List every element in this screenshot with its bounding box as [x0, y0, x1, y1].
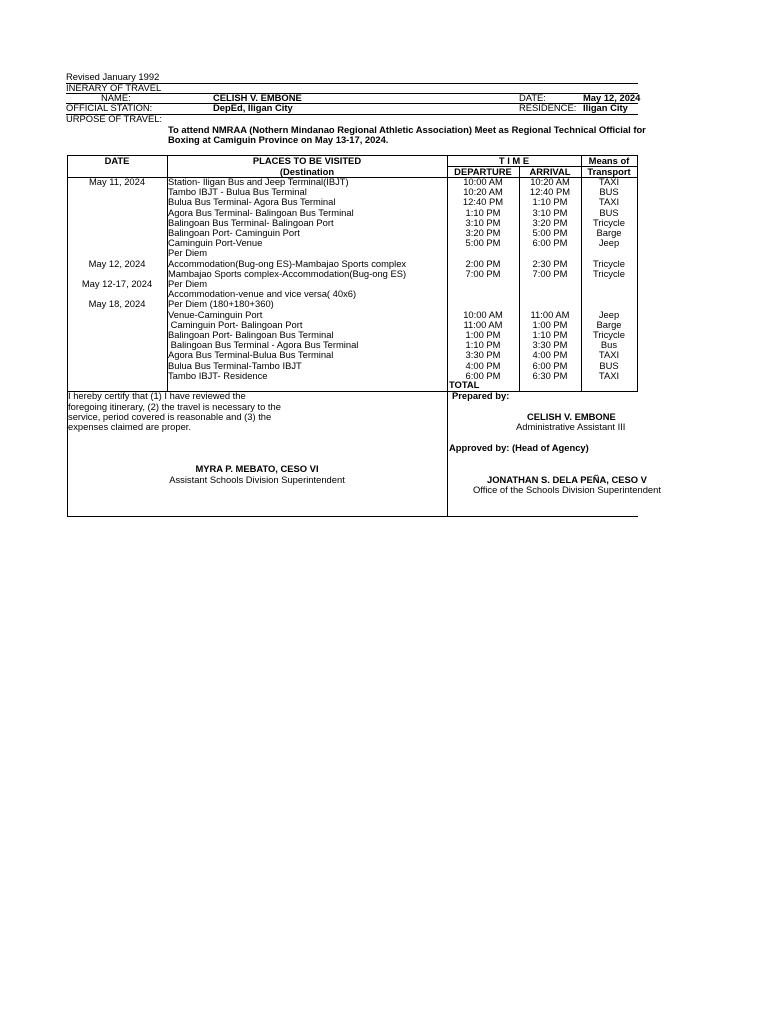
row-arrival: 6:30 PM — [532, 369, 568, 381]
row-arrival: 6:00 PM — [532, 359, 568, 371]
row-departure: 5:00 PM — [465, 237, 501, 249]
preparer-name: CELISH V. EMBONE — [527, 411, 616, 422]
station-label: OFFICIAL STATION: — [66, 102, 153, 113]
row-departure: 3:30 PM — [465, 349, 501, 361]
row-transport: BUS — [599, 359, 619, 371]
row-transport: TAXI — [598, 369, 620, 381]
header-arrival: ARRIVAL — [529, 166, 571, 177]
row-place: Accommodation-venue and vice versa( 40x6) — [168, 288, 357, 300]
revision-note: Revised January 1992 — [66, 71, 160, 82]
row-date: May 11, 2024 — [88, 176, 146, 187]
row-place: Per Diem — [168, 247, 208, 259]
approved-label: Approved by: (Head of Agency) — [449, 442, 589, 453]
row-place: Station- Iligan Bus and Jeep Terminal(IBJT) — [168, 176, 349, 187]
row-departure: 3:10 PM — [465, 216, 501, 228]
row-departure: 1:10 PM — [465, 339, 501, 351]
row-date: May 12-17, 2024 — [81, 278, 153, 289]
row-departure: 4:00 PM — [465, 359, 501, 371]
row-transport: Tricycle — [593, 257, 625, 269]
row-arrival: 4:00 PM — [532, 349, 568, 361]
header-places: PLACES TO BE VISITED — [252, 155, 362, 166]
name-value: CELISH V. EMBONE — [213, 92, 302, 103]
prepared-label: Prepared by: — [452, 390, 510, 401]
row-place: Caminguin Port- Balingoan Port — [168, 318, 303, 330]
col-divider-means — [637, 155, 638, 391]
approver-name: JONATHAN S. DELA PEÑA, CESO V — [487, 474, 647, 485]
row-place: Per Diem — [168, 278, 208, 289]
row-departure: 11:00 AM — [463, 318, 503, 330]
certifier-name: MYRA P. MEBATO, CESO VI — [195, 463, 319, 474]
row-departure: 10:00 AM — [463, 308, 503, 320]
approver-title: Office of the Schools Division Superintendent — [473, 484, 661, 495]
row-place: Agora Bus Terminal- Balingoan Bus Terminal — [168, 206, 354, 218]
certification-line1: I hereby certify that (1) I have reviewed the — [68, 390, 246, 401]
purpose-text-line1: To attend NMRAA (Nothern Mindanao Regional Athletic Association) Meet as Regional Technical Official for — [168, 124, 646, 135]
row-place: Balingoan Bus Terminal- Balingoan Port — [168, 216, 334, 228]
row-departure: 1:10 PM — [465, 206, 501, 218]
row-transport: TAXI — [598, 176, 620, 187]
certifier-title: Assistant Schools Division Superintendent — [169, 474, 345, 485]
name-label: NAME: — [101, 92, 131, 103]
row-arrival: 3:30 PM — [532, 339, 568, 351]
row-place: Balingoan Port- Balingoan Bus Terminal — [168, 329, 334, 340]
station-value: DepEd, Iligan City — [213, 102, 293, 113]
row-place: Balingoan Bus Terminal - Agora Bus Terminal — [168, 339, 359, 351]
row-place: Balingoan Port- Caminguin Port — [168, 227, 300, 238]
row-arrival: 5:00 PM — [532, 227, 568, 238]
row-date: May 12, 2024 — [88, 257, 146, 269]
certification-line3: service, period covered is reasonable and (3) the — [68, 411, 272, 422]
row-arrival: 3:20 PM — [532, 216, 568, 228]
row-arrival: 10:20 AM — [530, 176, 570, 187]
row-transport: TAXI — [598, 349, 620, 361]
row-place: Agora Bus Terminal-Bulua Bus Terminal — [168, 349, 334, 361]
row-place: Venue-Caminguin Port — [168, 308, 263, 320]
header-departure: DEPARTURE — [454, 166, 512, 177]
table-bottom-border — [67, 516, 638, 517]
row-departure: 10:00 AM — [463, 176, 503, 187]
header-time: T I M E — [498, 155, 530, 166]
row-place: Bulua Bus Terminal-Tambo IBJT — [168, 359, 302, 371]
row-arrival: 1:10 PM — [532, 196, 568, 208]
row-transport: Jeep — [598, 237, 620, 249]
row-transport: Tricycle — [593, 267, 625, 279]
residence-value: Iligan City — [583, 102, 628, 113]
header-date: DATE — [104, 155, 130, 166]
certification-line4: expenses claimed are proper. — [68, 421, 191, 432]
header-means-2: Transport — [587, 166, 631, 177]
row-arrival: 1:00 PM — [532, 318, 568, 330]
header-means-1: Means of — [588, 155, 630, 166]
row-arrival: 3:10 PM — [532, 206, 568, 218]
row-departure: 12:40 PM — [462, 196, 504, 208]
row-transport: Barge — [596, 318, 622, 330]
row-transport: BUS — [599, 206, 619, 218]
row-transport: BUS — [599, 186, 619, 198]
total-label: TOTAL — [449, 379, 480, 390]
row-transport: Tricycle — [593, 329, 625, 340]
row-transport: Jeep — [598, 308, 620, 320]
row-departure: 1:00 PM — [465, 329, 501, 340]
date-value: May 12, 2024 — [583, 92, 641, 103]
row-place: Bulua Bus Terminal- Agora Bus Terminal — [168, 196, 336, 208]
table-left-border — [67, 155, 68, 516]
header-destination: (Destination — [279, 166, 335, 177]
row-transport: Barge — [596, 227, 622, 238]
row-departure: 10:20 AM — [463, 186, 503, 198]
row-transport: Bus — [600, 339, 618, 351]
form-title: INERARY OF TRAVEL — [66, 82, 162, 93]
row-departure: 3:20 PM — [465, 227, 501, 238]
row-departure: 2:00 PM — [465, 257, 501, 269]
row-arrival: 12:40 PM — [529, 186, 571, 198]
row-date: May 18, 2024 — [88, 298, 146, 310]
row-arrival: 11:00 AM — [530, 308, 570, 320]
row-departure: 6:00 PM — [465, 369, 501, 381]
row-departure: 7:00 PM — [465, 267, 501, 279]
date-label: DATE: — [519, 92, 546, 103]
row-transport: TAXI — [598, 196, 620, 208]
row-place: Tambo IBJT - Bulua Bus Terminal — [168, 186, 307, 198]
row-transport: Tricycle — [593, 216, 625, 228]
row-place: Accommodation(Bug-ong ES)-Mambajao Sports complex — [168, 257, 407, 269]
purpose-text-line2: Boxing at Camiguin Province on May 13-17, 2024. — [168, 134, 389, 145]
row-arrival: 2:30 PM — [532, 257, 568, 269]
purpose-label: URPOSE OF TRAVEL: — [66, 113, 163, 124]
row-place: Per Diem (180+180+360) — [168, 298, 274, 310]
row-place: Mambajao Sports complex-Accommodation(Bug-ong ES) — [168, 267, 407, 279]
row-place: Caminguin Port-Venue — [168, 237, 263, 249]
row-place: Tambo IBJT- Residence — [168, 369, 268, 381]
residence-label: RESIDENCE: — [519, 102, 577, 113]
preparer-title: Administrative Assistant III — [516, 421, 626, 432]
certification-line2: foregoing itinerary, (2) the travel is necessary to the — [68, 401, 281, 412]
row-arrival: 6:00 PM — [532, 237, 568, 249]
row-arrival: 1:10 PM — [532, 329, 568, 340]
rule — [66, 93, 638, 94]
row-arrival: 7:00 PM — [532, 267, 568, 279]
